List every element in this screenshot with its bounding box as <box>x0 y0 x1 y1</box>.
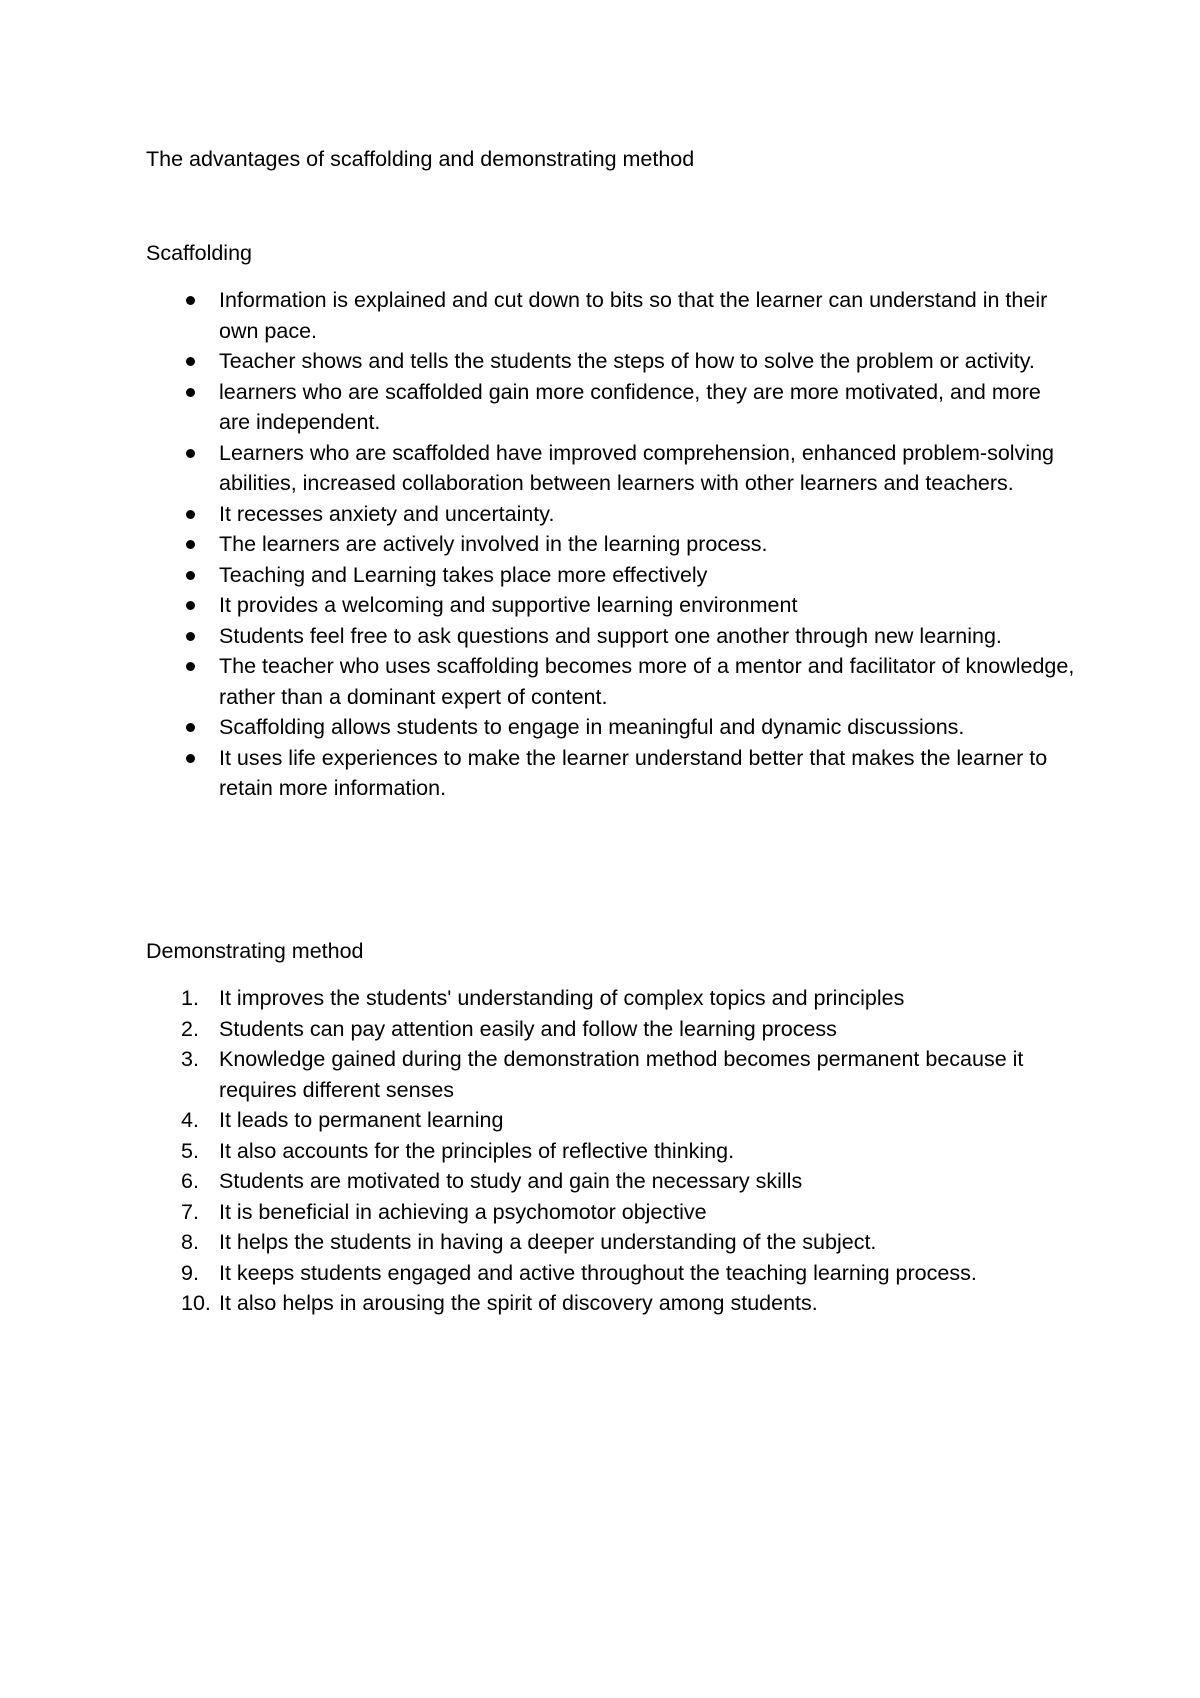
list-item: 9. It keeps students engaged and active throughout the teaching learning process. <box>146 1258 1076 1289</box>
list-item: 3. Knowledge gained during the demonstration method becomes permanent because it requires different senses <box>146 1044 1076 1105</box>
list-item: Scaffolding allows students to engage in meaningful and dynamic discussions. <box>146 712 1076 743</box>
list-item: Teacher shows and tells the students the steps of how to solve the problem or activity. <box>146 346 1076 377</box>
list-item: The teacher who uses scaffolding becomes more of a mentor and facilitator of knowledge, rather than a dominant expert of content. <box>146 651 1076 712</box>
list-item: learners who are scaffolded gain more confidence, they are more motivated, and more are independent. <box>146 377 1076 438</box>
list-item: 7. It is beneficial in achieving a psychomotor objective <box>146 1197 1076 1228</box>
list-item: 1. It improves the students' understanding of complex topics and principles <box>146 983 1076 1014</box>
list-item: It provides a welcoming and supportive learning environment <box>146 590 1076 621</box>
list-item: Students feel free to ask questions and support one another through new learning. <box>146 621 1076 652</box>
list-number: 3. <box>181 1047 199 1071</box>
bullet-icon <box>186 723 195 732</box>
list-number: 7. <box>181 1199 199 1224</box>
document-title: The advantages of scaffolding and demonstrating method <box>146 147 695 171</box>
list-item: Information is explained and cut down to bits so that the learner can understand in their own pace. <box>146 285 1076 346</box>
bullet-icon <box>186 662 195 671</box>
list-item: 2. Students can pay attention easily and follow the learning process <box>146 1014 1076 1045</box>
bullet-icon <box>186 388 195 397</box>
list-item: 8. It helps the students in having a deeper understanding of the subject. <box>146 1227 1076 1258</box>
list-number: 6. <box>181 1169 199 1193</box>
bullet-icon <box>186 540 195 549</box>
list-item: Learners who are scaffolded have improved comprehension, enhanced problem-solving abilities, increased collaboration between learners with other learners and teachers. <box>146 438 1076 499</box>
demonstrating-numbered-list <box>146 983 1076 1319</box>
section-heading-demonstrating-method: Demonstrating method <box>146 939 364 963</box>
list-item: 5. It also accounts for the principles of reflective thinking. <box>146 1136 1076 1167</box>
document-page <box>146 0 1076 1698</box>
section-heading-scaffolding: Scaffolding <box>146 241 252 265</box>
list-number: 9. <box>181 1260 199 1285</box>
bullet-icon <box>186 754 195 763</box>
bullet-icon <box>186 571 195 580</box>
list-number: 8. <box>181 1230 199 1254</box>
bullet-icon <box>186 296 195 305</box>
list-item: 4. It leads to permanent learning <box>146 1105 1076 1136</box>
bullet-icon <box>186 601 195 610</box>
list-item: The learners are actively involved in the learning process. <box>146 529 1076 560</box>
list-number: 1. <box>181 986 199 1010</box>
list-item: Teaching and Learning takes place more effectively <box>146 560 1076 591</box>
list-item: 6. Students are motivated to study and gain the necessary skills <box>146 1166 1076 1197</box>
list-item: It uses life experiences to make the learner understand better that makes the learner to retain more information. <box>146 743 1076 804</box>
bullet-icon <box>186 357 195 366</box>
list-item: It recesses anxiety and uncertainty. <box>146 499 1076 530</box>
list-number: 2. <box>181 1016 199 1041</box>
bullet-icon <box>186 510 195 519</box>
bullet-icon <box>186 632 195 641</box>
list-number: 10. <box>181 1291 211 1315</box>
list-number: 5. <box>181 1138 199 1163</box>
bullet-icon <box>186 449 195 458</box>
list-item: 10. It also helps in arousing the spirit of discovery among students. <box>146 1288 1076 1319</box>
scaffolding-bullet-list <box>146 285 1076 804</box>
list-number: 4. <box>181 1108 199 1132</box>
